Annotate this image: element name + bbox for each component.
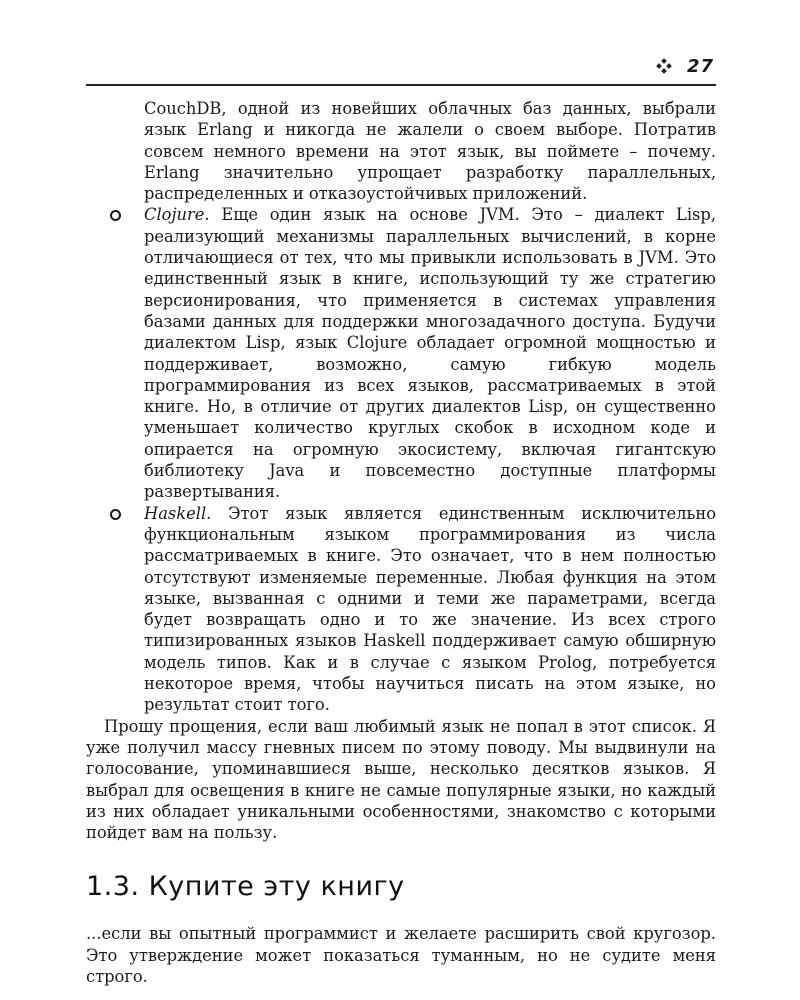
bullet-term: Clojure. xyxy=(144,205,210,225)
section-heading: 1.3. Купите эту книгу xyxy=(86,871,405,903)
circle-bullet-icon xyxy=(110,509,121,520)
section-intro: ...если вы опытный программист и желаете расширить свой кругозор. Это утверждение может показаться туманным, но не судите меня строго. xyxy=(86,924,716,986)
page-number: 27 xyxy=(686,56,714,77)
bullet-item-clojure xyxy=(86,204,716,502)
circle-bullet-icon xyxy=(110,210,121,221)
closing-paragraph: Прошу прощения, если ваш любимый язык не попал в этот список. Я уже получил массу гневных писем по этому поводу. Мы выдвинули на голосование, упоминавшиеся выше, несколько десятков языков. Я выбрал для освещения в книге не самые популярные языки, но каждый из них обладает уникальными особенностями, знакомство с которыми пойдет вам на пользу. xyxy=(86,716,716,843)
page-body xyxy=(86,98,716,987)
bullet-text: Еще один язык на основе JVM. Это – диалект Lisp, реализующий механизмы параллельных вычислений, в корне отличающиеся от тех, что мы привыкли использовать в JVM. Это единственный язык в книге, использующий ту же стратегию версионирования, что применяется в системах управления базами данных для поддержки многозадачного доступа. Будучи диалектом Lisp, язык Clojure обладает огромной мощностью и поддерживает, возможно, самую гибкую модель программирования из всех языков, рассматриваемых в этой книге. Но, в отличие от других диалектов Lisp, он существенно уменьшает количество круглых скобок в исходном коде и опирается на огромную экосистему, включая гигантскую библиотеку Java и повсеместно доступные платформы развертывания. xyxy=(144,205,716,502)
continued-paragraph: CouchDB, одной из новейших облачных баз данных, выбрали язык Erlang и никогда не жалели о своем выборе. Потратив совсем немного времени на этот язык, вы поймете – почему. Erlang значительно упрощает разработку параллельных, распределенных и отказоустойчивых приложений. xyxy=(144,99,716,204)
bullet-text: Этот язык является единственным исключительно функциональным языком программирования из числа рассматриваемых в книге. Это означает, что в нем полностью отсутствуют изменяемые переменные. Любая функция на этом языке, вызванная с одними и теми же параметрами, всегда будет возвращать одно и то же значение. Из всех строго типизированных языков Haskell поддерживает самую обширную модель типов. Как и в случае с языком Prolog, потребуется некоторое время, чтобы научиться писать на этом языке, но результат стоит того. xyxy=(144,503,716,715)
bullet-item-haskell xyxy=(86,503,716,716)
bullet-term: Haskell. xyxy=(144,503,212,523)
page-header xyxy=(86,58,716,86)
diamond-ornament-icon xyxy=(656,58,672,74)
